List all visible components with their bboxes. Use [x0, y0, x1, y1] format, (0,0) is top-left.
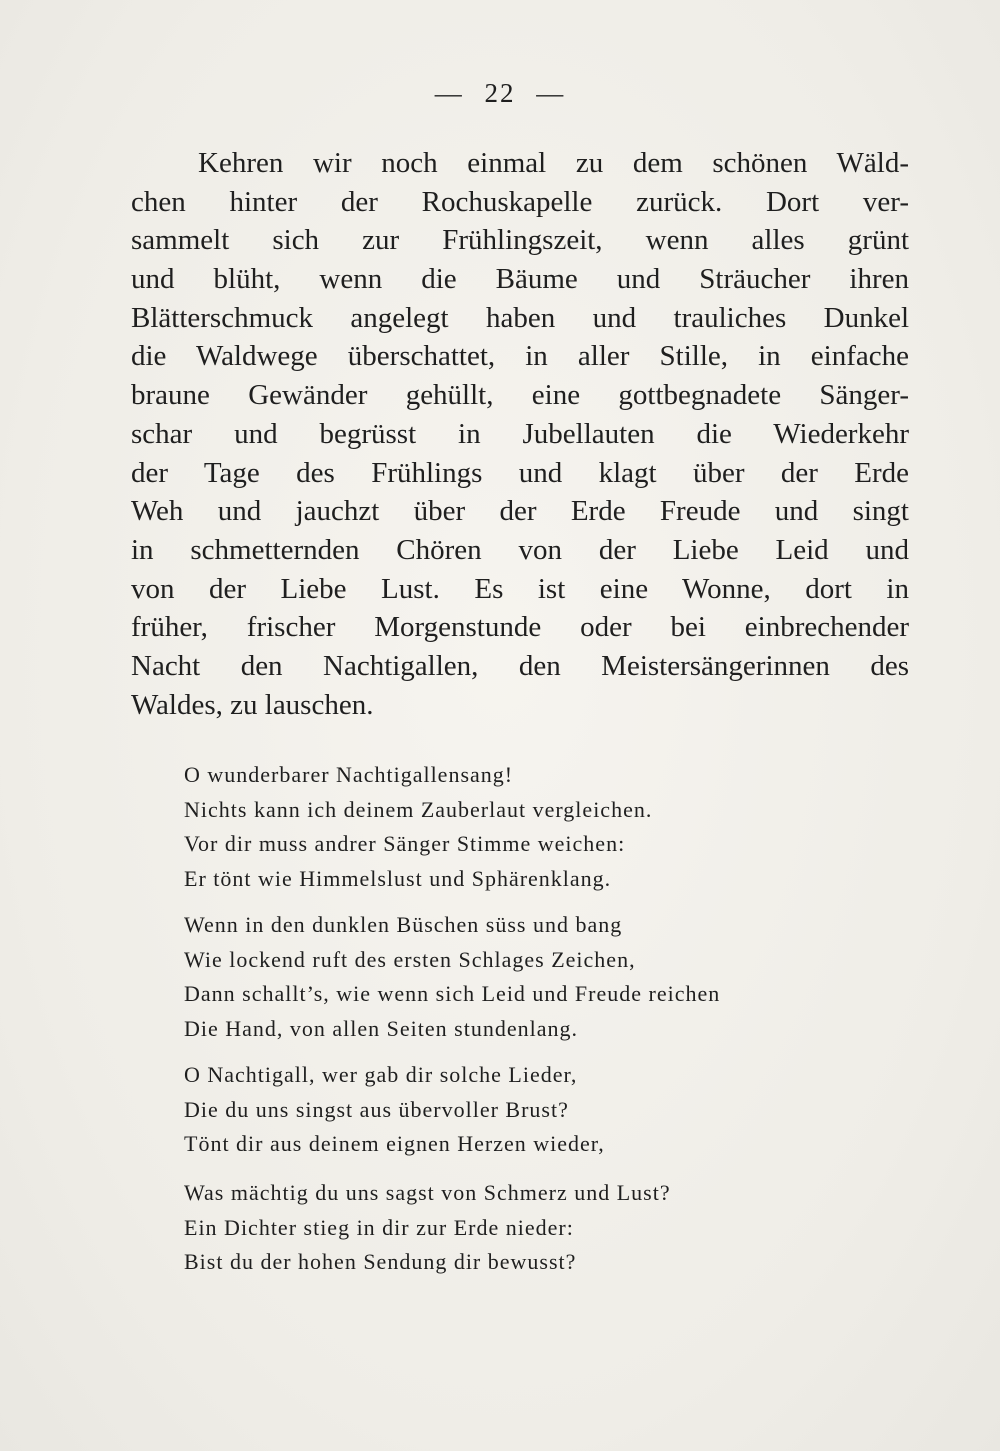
page-number: — 22 —	[434, 78, 566, 108]
poem-line: Was mächtig du uns sagst von Schmerz und Lust?	[184, 1180, 671, 1205]
poem-line: Bist du der hohen Sendung dir bewusst?	[184, 1249, 577, 1274]
poem-line: Er tönt wie Himmelslust und Sphärenklang.	[184, 865, 612, 891]
paragraph-line: sammelt sich zur Frühlingszeit, wenn alles grünt	[131, 224, 909, 257]
poem-stanza-3	[184, 1058, 904, 1162]
paragraph-line: von der Liebe Lust. Es ist eine Wonne, dort in	[131, 572, 909, 605]
prose-paragraph	[131, 144, 909, 724]
paragraph-line: Waldes, zu lauschen.	[131, 688, 374, 721]
paragraph-line: die Waldwege überschattet, in aller Stille, in einfache	[131, 340, 909, 373]
poem-stanza-2	[184, 908, 904, 1046]
paragraph-line: der Tage des Frühlings und klagt über der Erde	[131, 456, 909, 489]
paragraph-line: früher, frischer Morgenstunde oder bei einbrechender	[131, 611, 909, 644]
poem-line: Nichts kann ich deinem Zauberlaut vergleichen.	[184, 796, 653, 822]
paragraph-line: braune Gewänder gehüllt, eine gottbegnadete Sänger-	[131, 379, 909, 412]
paragraph-line: Blätterschmuck angelegt haben und trauliches Dunkel	[131, 301, 909, 334]
paragraph-line: in schmetternden Chören von der Liebe Leid und	[131, 533, 909, 566]
paragraph-line: Weh und jauchzt über der Erde Freude und singt	[131, 495, 909, 528]
paragraph-line: Nacht den Nachtigallen, den Meistersängerinnen des	[131, 649, 909, 682]
poem-line: Tönt dir aus deinem eignen Herzen wieder,	[184, 1131, 605, 1156]
paragraph-line: schar und begrüsst in Jubellauten die Wiederkehr	[131, 417, 909, 450]
poem-stanza-1	[184, 758, 904, 896]
poem-line: O wunderbarer Nachtigallensang!	[184, 762, 514, 787]
paragraph-line: Kehren wir noch einmal zu dem schönen Wäld-	[198, 147, 909, 179]
paragraph-line: und blüht, wenn die Bäume und Sträucher ihren	[131, 263, 909, 296]
poem-line: Wenn in den dunklen Büschen süss und bang	[184, 912, 623, 937]
poem-line: Vor dir muss andrer Sänger Stimme weichen:	[184, 831, 626, 856]
poem-line: O Nachtigall, wer gab dir solche Lieder,	[184, 1062, 578, 1087]
poem-line: Ein Dichter stieg in dir zur Erde nieder:	[184, 1214, 574, 1240]
paragraph-line: chen hinter der Rochuskapelle zurück. Dort ver-	[131, 185, 909, 218]
poem-stanza-4	[184, 1176, 904, 1280]
poem-line: Die Hand, von allen Seiten stundenlang.	[184, 1015, 578, 1041]
poem-line: Die du uns singst aus übervoller Brust?	[184, 1096, 569, 1122]
poem-line: Dann schallt’s, wie wenn sich Leid und Freude reichen	[184, 981, 721, 1006]
poem-line: Wie lockend ruft des ersten Schlages Zeichen,	[184, 946, 636, 972]
